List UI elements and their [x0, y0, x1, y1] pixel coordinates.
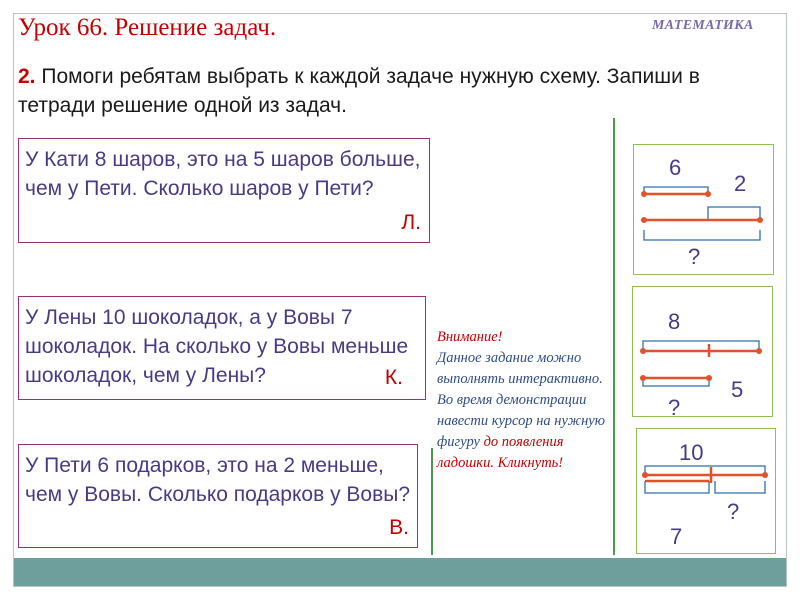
problem-card-katya[interactable]: [18, 138, 430, 243]
brace-side: [715, 481, 765, 493]
problem-mark: Л.: [401, 211, 421, 234]
scheme-bottom-label: ?: [688, 244, 701, 269]
scheme-top-label: 10: [679, 440, 704, 465]
scheme-bottom-label: 7: [670, 524, 683, 549]
problem-card-lena[interactable]: [18, 296, 426, 400]
problem-text: У Лены 10 шоколадок, а у Вовы 7 шоколадок. На сколько у Вовы меньше шоколадок, чем у Лены?: [25, 306, 409, 387]
interactive-note: [437, 327, 607, 474]
note-action: Кликнуть!: [497, 455, 564, 471]
segment-end-dot: [640, 375, 646, 381]
segment-end-dot: [706, 375, 712, 381]
segment-end-dot: [642, 472, 648, 478]
scheme-top-label: 8: [668, 309, 681, 334]
divider-line-left: [431, 448, 433, 555]
scheme-bottom-label: ?: [668, 395, 681, 420]
problem-mark: В.: [389, 516, 409, 539]
scheme-side-label: 2: [734, 171, 747, 196]
segment-diagram: [634, 145, 775, 276]
brace-top: [643, 341, 759, 351]
task-number: 2.: [18, 65, 36, 88]
scheme-side-label: 5: [731, 377, 744, 402]
segment-end-dot: [756, 348, 762, 354]
task-text: Помоги ребятам выбрать к каждой задаче нужную схему. Запиши в тетради решение одной из задач.: [18, 65, 700, 117]
problem-card-petya[interactable]: [18, 444, 418, 548]
subject-label: МАТЕМАТИКА: [652, 18, 754, 33]
problem-text: У Пети 6 подарков, это на 2 меньше, чем у Вовы. Сколько подарков у Вовы?: [25, 454, 411, 506]
task-instruction: [18, 62, 778, 120]
problem-mark: К.: [384, 366, 403, 389]
segment-diagram: [633, 287, 774, 418]
scheme-top-label: 6: [669, 155, 682, 180]
lesson-title: Урок 66. Решение задач.: [18, 14, 277, 41]
brace-side: [708, 207, 760, 220]
scheme-card-2[interactable]: [632, 286, 773, 420]
note-highlight: до появления ладошки.: [437, 434, 564, 471]
segment-end-dot: [641, 217, 647, 223]
note-body: Данное задание можно выполнять интерактивно. Во время демонстрации навести курсор на нужную фигуру: [437, 350, 605, 450]
brace-top: [645, 466, 765, 475]
segment-end-dot: [757, 217, 763, 223]
note-warning: Внимание!: [437, 329, 503, 345]
segment-end-dot: [640, 348, 646, 354]
footer-band: [14, 558, 786, 586]
segment-end-dot: [705, 191, 711, 197]
scheme-card-1[interactable]: [633, 144, 774, 275]
scheme-side-label: ?: [727, 499, 740, 524]
brace-bottom: [644, 230, 760, 240]
scheme-card-3[interactable]: [636, 428, 776, 554]
segment-end-dot: [762, 472, 768, 478]
segment-diagram: [637, 429, 777, 555]
segment-end-dot: [641, 191, 647, 197]
problem-text: У Кати 8 шаров, это на 5 шаров больше, чем у Пети. Сколько шаров у Пети?: [25, 148, 421, 200]
divider-line-right: [613, 118, 615, 555]
brace-bottom: [645, 481, 709, 493]
